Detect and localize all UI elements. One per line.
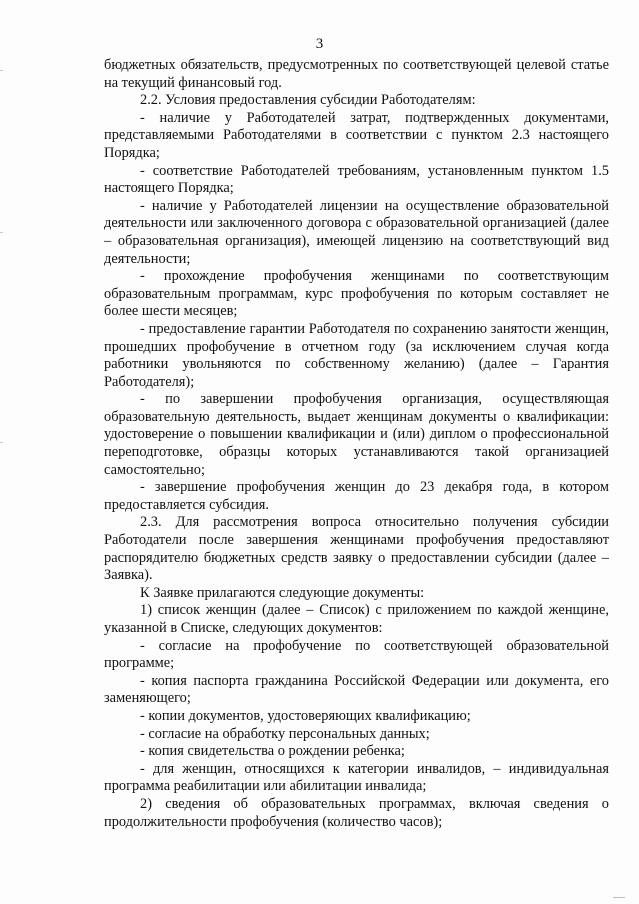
scan-edge-mark (0, 442, 3, 443)
document-body (104, 57, 609, 831)
paragraph: - завершение профобучения женщин до 23 декабря года, в котором предоставляется субсидия. (104, 479, 609, 513)
paragraph: - по завершении профобучения организация, осуществляющая образовательную деятельность, выдает женщинам документы о квалификации: удостоверение о повышении квалификации и (или) диплом о профессиональной переподготовке, образцы которых устанавливаются такой организацией самостоятельно; (104, 391, 609, 478)
scan-edge-mark (0, 70, 3, 71)
paragraph: - для женщин, относящихся к категории инвалидов, – индивидуальная программа реабилитации или абилитации инвалида; (104, 760, 609, 795)
paragraph: 2.3. Для рассмотрения вопроса относительно получения субсидии Работодатели после завершения женщинами профобучения предоставляют распорядителю бюджетных средств заявку о предоставлении субсидии (далее – Заявка). (104, 514, 609, 584)
paragraph: - копия свидетельства о рождении ребенка; (140, 743, 405, 760)
paragraph: - прохождение профобучения женщинами по соответствующим образовательным программам, курс профобучения по которым составляет не более шести месяцев; (104, 268, 609, 320)
paragraph: бюджетных обязательств, предусмотренных по соответствующей целевой статье на текущий финансовый год. (104, 57, 609, 91)
paragraph: - согласие на обработку персональных данных; (140, 725, 430, 742)
page-number: 3 (315, 36, 324, 52)
paragraph: - наличие у Работодателей лицензии на осуществление образовательной деятельности или заключенного договора с образовательной организацией (далее – образовательная организация), имеющей лицензию на соответствующий вид деятельности; (104, 197, 609, 267)
paragraph: - согласие на профобучение по соответствующей образовательной программе; (104, 637, 609, 672)
paragraph: 2) сведения об образовательных программах, включая сведения о продолжительности профобучения (количество часов); (104, 795, 609, 830)
paragraph: - копии документов, удостоверяющих квалификацию; (140, 707, 471, 724)
paragraph: - предоставление гарантии Работодателя по сохранению занятости женщин, прошедших профобучение в отчетном году (за исключением случая когда работники увольняются по собственному желанию) (далее – Гарантия Работодателя); (104, 320, 609, 390)
paragraph: - наличие у Работодателей затрат, подтвержденных документами, представляемыми Работодателями в соответствии с пунктом 2.3 настоящего Порядка; (104, 109, 609, 161)
paragraph: 1) список женщин (далее – Список) с приложением по каждой женщине, указанной в Списке, следующих документов: (104, 602, 609, 636)
paragraph: 2.2. Условия предоставления субсидии Работодателям: (140, 92, 476, 109)
scan-edge-mark (0, 232, 3, 233)
paragraph: - соответствие Работодателей требованиям, установленным пунктом 1.5 настоящего Порядка; (104, 162, 609, 197)
paragraph: - копия паспорта гражданина Российской Федерации или документа, его заменяющего; (104, 672, 609, 707)
paragraph: К Заявке прилагаются следующие документы: (140, 584, 425, 601)
scan-corner-mark (613, 889, 625, 898)
